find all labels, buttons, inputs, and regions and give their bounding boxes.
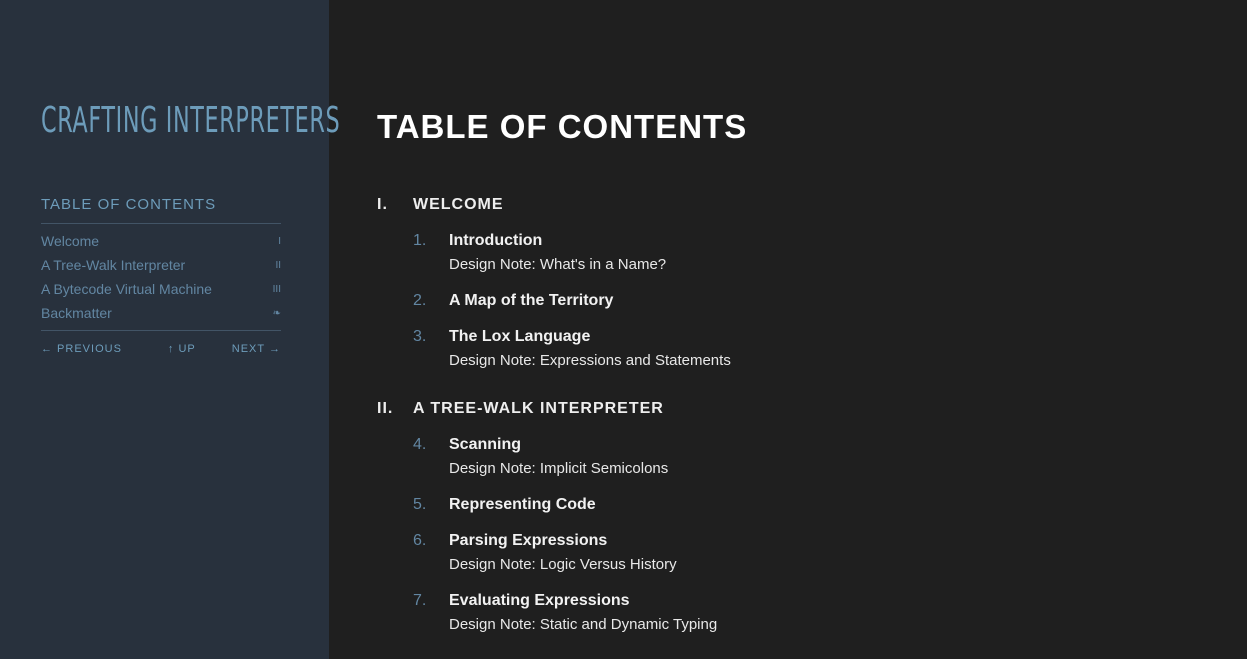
chapter-item [377, 327, 1177, 375]
sidebar-item-label: Backmatter [41, 305, 112, 321]
chapter-link[interactable]: A Map of the Territory [449, 292, 614, 309]
chapter-number: 2. [413, 292, 427, 309]
sidebar-item-label: A Bytecode Virtual Machine [41, 281, 212, 297]
chapter-number: 1. [413, 232, 427, 249]
part-number: II. [377, 400, 394, 417]
part-title: WELCOME [413, 196, 504, 213]
sidebar-item[interactable] [41, 256, 281, 280]
chapter-item [377, 291, 1177, 315]
sidebar-item-number: ❧ [272, 308, 281, 319]
chapter-number: 4. [413, 436, 427, 453]
part-heading[interactable] [377, 399, 1177, 435]
divider [41, 330, 281, 331]
sidebar-item[interactable] [41, 280, 281, 304]
design-note-link[interactable]: Design Note: Logic Versus History [449, 556, 677, 573]
chapter-item [377, 531, 1177, 579]
page-title: TABLE OF CONTENTS [377, 108, 748, 145]
chapter-link[interactable]: Representing Code [449, 496, 596, 513]
sidebar-item-number: II [275, 260, 281, 271]
sidebar-item-number: I [278, 236, 281, 247]
divider [41, 223, 281, 224]
sidebar-item-label: Welcome [41, 233, 100, 249]
sidebar-item-number: III [272, 284, 281, 295]
sidebar-item-label: A Tree-Walk Interpreter [41, 257, 186, 273]
chapter-item [377, 435, 1177, 483]
design-note-link[interactable]: Design Note: Implicit Semicolons [449, 460, 669, 477]
sidebar-list [41, 232, 281, 328]
chapter-item [377, 231, 1177, 279]
part-heading[interactable] [377, 195, 1177, 231]
sidebar-heading[interactable]: TABLE OF CONTENTS [41, 196, 217, 213]
chapter-link[interactable]: Introduction [449, 232, 543, 249]
part-number: I. [377, 196, 388, 213]
chapter-number: 5. [413, 496, 427, 513]
site-logo[interactable]: CRAFTING INTERPRETERS [41, 100, 341, 141]
chapter-number: 3. [413, 328, 427, 345]
part-title: A TREE-WALK INTERPRETER [413, 400, 664, 417]
chapter-link[interactable]: Evaluating Expressions [449, 592, 630, 609]
design-note-link[interactable]: Design Note: What's in a Name? [449, 256, 667, 273]
chapter-link[interactable]: Scanning [449, 436, 522, 453]
up-link[interactable]: ↑ UP [167, 343, 196, 355]
chapter-item [377, 591, 1177, 639]
toc-list [377, 195, 1177, 651]
chapter-link[interactable]: Parsing Expressions [449, 532, 608, 549]
chapter-number: 6. [413, 532, 427, 549]
chapter-item [377, 495, 1177, 519]
sidebar [0, 0, 341, 659]
design-note-link[interactable]: Design Note: Expressions and Statements [449, 352, 731, 369]
next-link[interactable]: NEXT → [231, 343, 281, 355]
chapter-number: 7. [413, 592, 427, 609]
chapter-link[interactable]: The Lox Language [449, 328, 591, 345]
previous-link[interactable]: ← PREVIOUS [41, 343, 122, 355]
page-nav [41, 343, 281, 355]
design-note-link[interactable]: Design Note: Static and Dynamic Typing [449, 616, 718, 633]
sidebar-item[interactable] [41, 232, 281, 256]
sidebar-item[interactable] [41, 304, 281, 328]
